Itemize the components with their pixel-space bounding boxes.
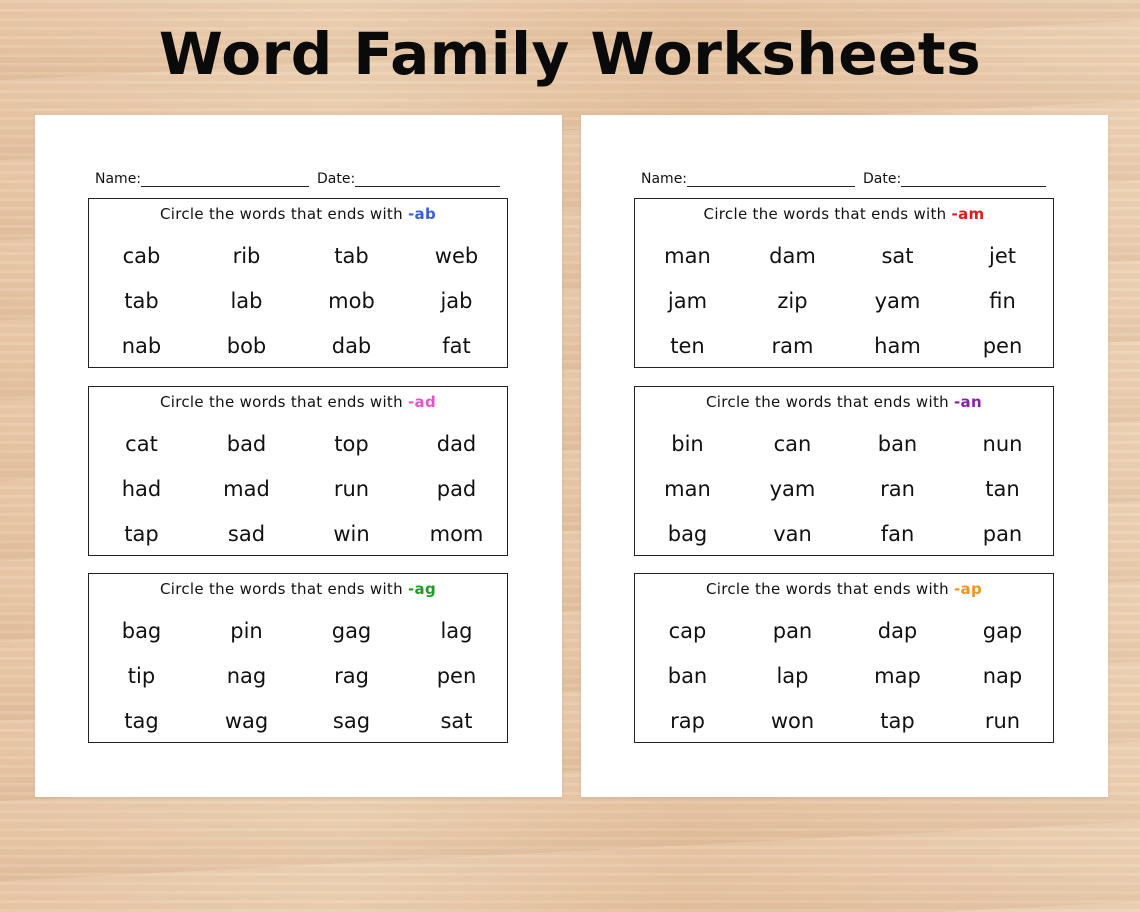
word-option[interactable]: nun: [982, 432, 1023, 456]
word-option[interactable]: wag: [224, 709, 269, 733]
word-option[interactable]: cat: [125, 432, 158, 456]
instruction-prefix: Circle the words that ends with: [706, 580, 949, 598]
instruction-prefix: Circle the words that ends with: [703, 205, 947, 223]
name-field[interactable]: [687, 172, 855, 187]
word-option[interactable]: lap: [776, 664, 809, 688]
word-option[interactable]: bin: [671, 432, 704, 456]
word-ending: -ag: [408, 580, 436, 598]
word-option[interactable]: run: [984, 709, 1021, 733]
name-label: Name:: [95, 171, 142, 187]
word-option[interactable]: web: [434, 244, 479, 268]
word-option[interactable]: sad: [227, 522, 266, 546]
word-option[interactable]: bob: [226, 334, 267, 358]
page-title: Word Family Worksheets: [158, 20, 982, 88]
word-option[interactable]: bag: [121, 619, 162, 643]
word-option[interactable]: dap: [877, 619, 918, 643]
word-option[interactable]: nag: [226, 664, 267, 688]
date-label: Date:: [863, 171, 902, 187]
word-option[interactable]: tap: [124, 522, 159, 546]
word-option[interactable]: sat: [881, 244, 914, 268]
word-family-box: [634, 573, 1054, 743]
word-option[interactable]: tab: [124, 289, 159, 313]
word-grid: [635, 616, 1053, 751]
date-field[interactable]: [355, 172, 500, 187]
word-option[interactable]: jet: [989, 244, 1016, 268]
word-family-box: [88, 573, 508, 743]
word-option[interactable]: ban: [667, 664, 708, 688]
word-grid: [89, 241, 507, 376]
word-option[interactable]: nab: [121, 334, 162, 358]
word-option[interactable]: dab: [331, 334, 372, 358]
word-family-box: [88, 386, 508, 556]
word-option[interactable]: nap: [982, 664, 1023, 688]
word-option[interactable]: ban: [877, 432, 918, 456]
word-option[interactable]: dam: [769, 244, 816, 268]
name-date-row: [95, 165, 505, 187]
word-option[interactable]: tap: [880, 709, 915, 733]
worksheet-right: [581, 115, 1108, 797]
word-option[interactable]: lag: [440, 619, 473, 643]
word-option[interactable]: rib: [232, 244, 261, 268]
word-option[interactable]: map: [874, 664, 921, 688]
word-ending: -ab: [408, 205, 436, 223]
word-ending: -am: [951, 205, 985, 223]
instruction-text: [635, 580, 1053, 598]
word-option[interactable]: tip: [127, 664, 156, 688]
word-option[interactable]: bad: [226, 432, 267, 456]
instruction-text: [89, 580, 507, 598]
date-label: Date:: [317, 171, 356, 187]
word-family-box: [634, 198, 1054, 368]
word-option[interactable]: run: [333, 477, 370, 501]
word-grid: [89, 429, 507, 564]
word-option[interactable]: rap: [670, 709, 705, 733]
word-option[interactable]: mom: [429, 522, 484, 546]
word-ending: -an: [954, 393, 982, 411]
word-ending: -ad: [408, 393, 436, 411]
word-option[interactable]: ram: [771, 334, 814, 358]
instruction-prefix: Circle the words that ends with: [160, 205, 403, 223]
word-option[interactable]: dad: [436, 432, 477, 456]
instruction-text: [635, 205, 1053, 223]
name-label: Name:: [641, 171, 688, 187]
word-option[interactable]: gag: [331, 619, 372, 643]
word-option[interactable]: yam: [874, 289, 921, 313]
word-option[interactable]: mad: [223, 477, 270, 501]
word-option[interactable]: pan: [772, 619, 813, 643]
word-option[interactable]: jam: [667, 289, 708, 313]
word-option[interactable]: tag: [124, 709, 159, 733]
word-option[interactable]: sag: [332, 709, 371, 733]
word-option[interactable]: can: [773, 432, 812, 456]
word-option[interactable]: man: [664, 477, 711, 501]
word-option[interactable]: tan: [985, 477, 1020, 501]
word-family-box: [88, 198, 508, 368]
word-option[interactable]: ham: [874, 334, 921, 358]
word-option[interactable]: tab: [334, 244, 369, 268]
word-family-box: [634, 386, 1054, 556]
word-option[interactable]: gap: [982, 619, 1023, 643]
instruction-text: [89, 205, 507, 223]
word-option[interactable]: yam: [769, 477, 816, 501]
word-option[interactable]: won: [770, 709, 815, 733]
instruction-prefix: Circle the words that ends with: [160, 580, 403, 598]
word-option[interactable]: pen: [982, 334, 1023, 358]
word-option[interactable]: man: [664, 244, 711, 268]
word-option[interactable]: ten: [670, 334, 705, 358]
word-option[interactable]: jab: [440, 289, 473, 313]
word-option[interactable]: ran: [880, 477, 915, 501]
word-grid: [635, 429, 1053, 564]
instruction-text: [89, 393, 507, 411]
word-option[interactable]: top: [334, 432, 369, 456]
word-option[interactable]: lab: [230, 289, 263, 313]
word-option[interactable]: cab: [122, 244, 161, 268]
word-option[interactable]: pan: [982, 522, 1023, 546]
name-date-row: [641, 165, 1051, 187]
word-option[interactable]: pad: [436, 477, 477, 501]
word-option[interactable]: sat: [440, 709, 473, 733]
word-option[interactable]: fat: [442, 334, 471, 358]
word-option[interactable]: van: [773, 522, 812, 546]
word-option[interactable]: zip: [777, 289, 808, 313]
worksheet-left: [35, 115, 562, 797]
instruction-prefix: Circle the words that ends with: [706, 393, 949, 411]
date-field[interactable]: [901, 172, 1046, 187]
instruction-text: [635, 393, 1053, 411]
word-ending: -ap: [954, 580, 982, 598]
word-grid: [89, 616, 507, 751]
word-option[interactable]: mob: [328, 289, 375, 313]
instruction-prefix: Circle the words that ends with: [160, 393, 403, 411]
word-option[interactable]: cap: [668, 619, 707, 643]
word-option[interactable]: pin: [230, 619, 263, 643]
word-option[interactable]: pen: [436, 664, 477, 688]
word-option[interactable]: win: [333, 522, 370, 546]
word-option[interactable]: fin: [989, 289, 1016, 313]
word-option[interactable]: bag: [667, 522, 708, 546]
word-option[interactable]: had: [121, 477, 162, 501]
word-grid: [635, 241, 1053, 376]
name-field[interactable]: [141, 172, 309, 187]
word-option[interactable]: rag: [334, 664, 369, 688]
word-option[interactable]: fan: [880, 522, 915, 546]
